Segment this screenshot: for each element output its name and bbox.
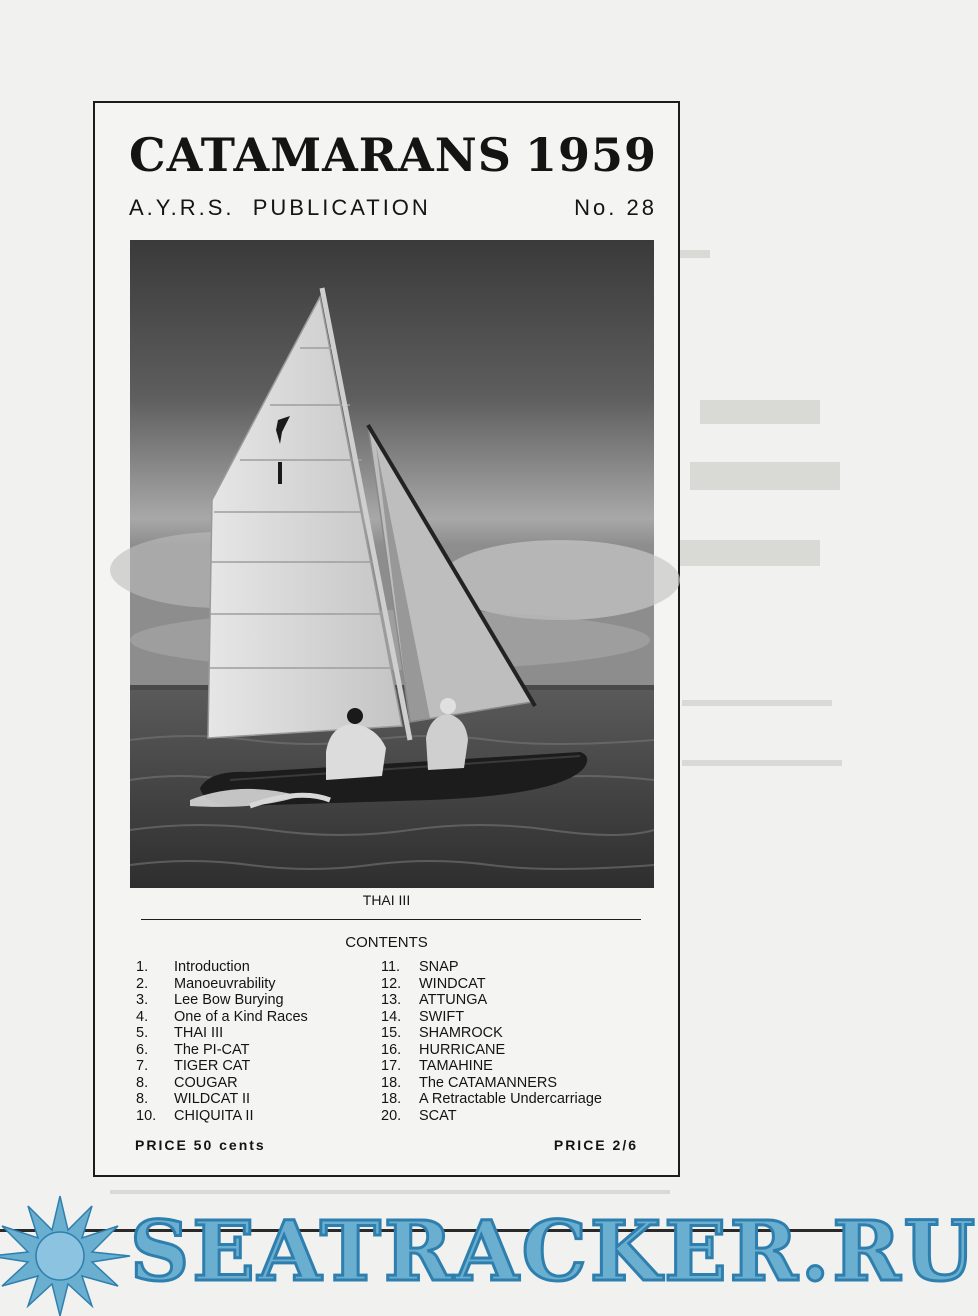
cover-subtitle	[129, 195, 657, 221]
divider-rule	[141, 919, 641, 920]
contents-item: 13. ATTUNGA	[381, 992, 488, 1008]
contents-heading: CONTENTS	[345, 934, 428, 951]
photo-caption: THAI III	[362, 892, 411, 908]
contents-item: 5. THAI III	[136, 1025, 224, 1041]
contents-item: 12. WINDCAT	[381, 975, 486, 992]
contents-item: 15. SHAMROCK	[381, 1025, 503, 1041]
sun-burst-icon	[0, 1196, 130, 1316]
watermark-banner	[0, 1196, 978, 1316]
contents-item: 4. One of a Kind Races	[136, 1008, 308, 1025]
title-text: CATAMARANS	[129, 128, 512, 182]
contents-item: 7. TIGER CAT	[136, 1058, 251, 1074]
contents-item: 14. SWIFT	[381, 1008, 465, 1025]
cover-title	[129, 127, 657, 183]
contents-item: 8. COUGAR	[136, 1074, 238, 1091]
contents-item: 8. WILDCAT II	[136, 1091, 250, 1107]
magazine-cover	[93, 101, 680, 1177]
issue-number: No. 28	[574, 195, 657, 220]
contents-item: 3. Lee Bow Burying	[136, 992, 284, 1008]
publisher-text: A.Y.R.S. PUBLICATION	[129, 195, 431, 220]
contents-item: 18. The CATAMANNERS	[381, 1074, 558, 1091]
contents-item: 2. Manoeuvrability	[136, 975, 276, 992]
catamaran-photo-illustration	[130, 240, 654, 888]
contents-list-left	[136, 959, 308, 1124]
price-shillings: PRICE 2/6	[553, 1137, 638, 1153]
contents-item: 6. The PI-CAT	[136, 1041, 250, 1058]
price-cents: PRICE 50 cents	[135, 1137, 266, 1153]
contents-item: 10. CHIQUITA II	[136, 1107, 254, 1124]
title-year: 1959	[524, 128, 657, 182]
contents-item: 17. TAMAHINE	[381, 1058, 493, 1074]
contents-item: 11. SNAP	[381, 959, 459, 975]
contents-list-right	[381, 959, 602, 1124]
contents-item: 18. A Retractable Undercarriage	[381, 1091, 602, 1107]
cover-photo-catamaran	[130, 240, 654, 888]
contents-item: 20. SCAT	[381, 1107, 457, 1124]
contents-item: 1. Introduction	[136, 959, 250, 975]
watermark-text: SEATRACKER.RU	[130, 1204, 978, 1300]
contents-item: 16. HURRICANE	[381, 1041, 506, 1058]
